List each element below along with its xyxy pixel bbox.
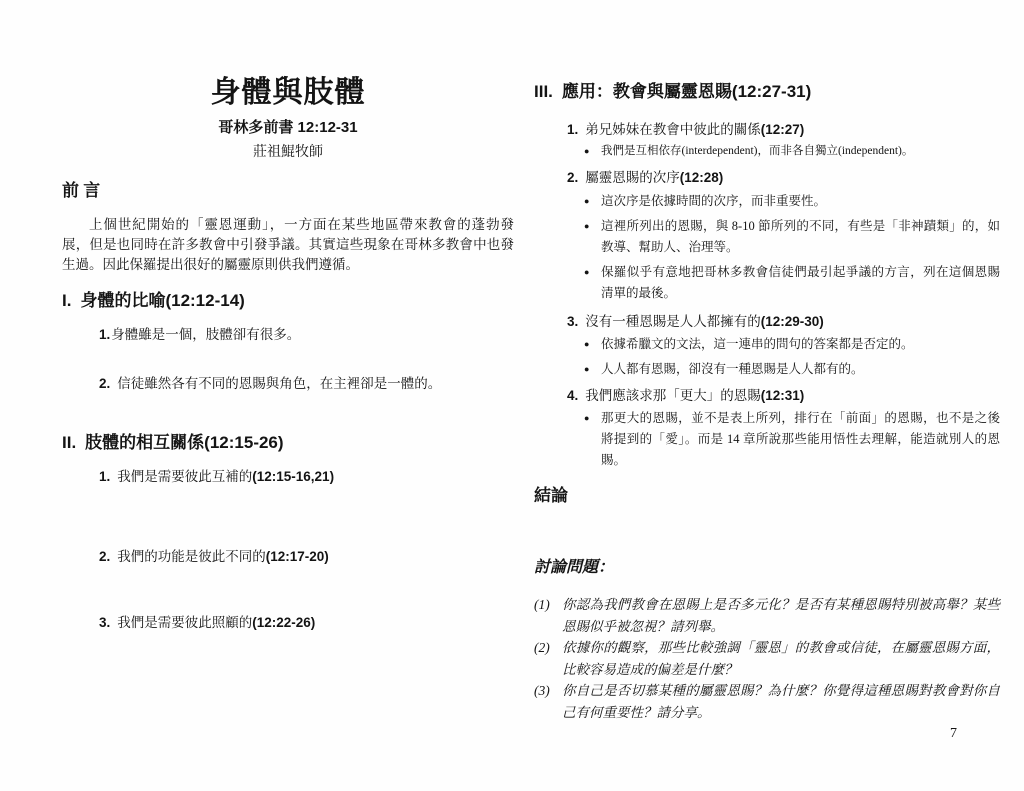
verse-reference: (12:28) (679, 170, 724, 185)
intro-heading (62, 180, 514, 202)
left-column (62, 0, 514, 632)
item-number: 1. (567, 122, 579, 137)
outline-item (99, 613, 514, 632)
outline-item (99, 374, 514, 393)
outline-item (99, 547, 514, 566)
verse-reference: (12:31) (760, 388, 805, 403)
outline-item (567, 386, 1000, 405)
section-title-text: 肢體的相互關係 (85, 433, 205, 452)
bullet-icon: ● (584, 196, 590, 206)
item-number: 3. (567, 314, 579, 329)
item-text (585, 120, 804, 139)
item-number: 4. (567, 388, 579, 403)
bullet-icon: ● (584, 413, 590, 423)
outline-item (99, 467, 514, 486)
question-text: 依據你的觀察，那些比較強調「靈恩」的教會或信徒，在屬靈恩賜方面，比較容易造成的偏差是什麼？ (562, 640, 1000, 677)
verse-reference: (12:12-14) (165, 291, 245, 310)
item-text (585, 386, 804, 405)
section-title-text: 應用：教會與屬靈恩賜 (561, 82, 732, 101)
item-text-main: 我們應該求那「更大」的恩賜 (585, 388, 761, 403)
intro-paragraph: 上個世紀開始的「靈恩運動」，一方面在某些地區帶來教會的蓬勃發展，但是也同時在許多教會中引發爭議。其實這些現象在哥林多教會中也發生過。因此保羅提出很好的屬靈原則供我們遵循。 (62, 217, 514, 272)
document-title: 身體與肢體 (210, 76, 366, 109)
bullet-icon: ● (584, 339, 590, 349)
bullet-item (584, 359, 1000, 380)
verse-reference: (12:27-31) (731, 82, 812, 101)
section-title (80, 290, 244, 312)
verse-reference: (12:27) (760, 122, 805, 137)
bullet-text: 依據希臘文的文法，這一連串的問句的答案都是否定的。 (601, 337, 914, 351)
item-text: 信徒雖然各有不同的恩賜與角色，在主裡卻是一體的。 (117, 376, 442, 391)
bullet-text: 那更大的恩賜，並不是表上所列，排行在「前面」的恩賜，也不是之後將提到的「愛」。而是 14 章所說那些能用悟性去理解，能造就別人的恩賜。 (601, 411, 1000, 467)
item-text (585, 312, 824, 331)
bullet-icon: ● (584, 267, 590, 277)
item-text: 身體雖是一個，肢體卻有很多。 (111, 327, 301, 342)
verse-reference: (12:29-30) (760, 314, 824, 329)
bullet-text: 我們是互相依存(interdependent)，而非各自獨立(independent)。 (601, 145, 914, 157)
bullet-icon: ● (584, 146, 590, 156)
section-heading-1 (62, 290, 514, 312)
bullet-text: 人人都有恩賜，卻沒有一種恩賜是人人都有的。 (601, 362, 864, 376)
item-text-main: 屬靈恩賜的次序 (585, 170, 680, 185)
verse-reference: (12:15-16,21) (252, 469, 335, 484)
item-text-main: 我們的功能是彼此不同的 (117, 549, 266, 564)
section-number: I. (62, 291, 72, 310)
item-text (117, 547, 329, 566)
item-text (117, 467, 334, 486)
item-text-main: 我們是需要彼此照顧的 (117, 615, 253, 630)
item-number: 2. (567, 170, 579, 185)
verse-reference: (12:17-20) (265, 549, 329, 564)
outline-item (99, 325, 514, 344)
page-number: 7 (950, 726, 957, 741)
verse-reference: (12:22-26) (252, 615, 316, 630)
bullet-item (584, 262, 1000, 304)
discussion-question (534, 594, 1000, 637)
right-column (534, 0, 1000, 723)
section-title-text: 身體的比喻 (80, 291, 166, 310)
item-text-main: 弟兄姊妹在教會中彼此的關係 (585, 122, 761, 137)
outline-item (567, 120, 1000, 139)
item-number: 2. (99, 549, 111, 564)
item-number: 3. (99, 615, 111, 630)
bullet-item (584, 216, 1000, 258)
question-number: (1) (534, 597, 550, 612)
section-title (85, 432, 283, 454)
outline-item (567, 168, 1000, 187)
bullet-text: 這次序是依據時間的次序，而非重要性。 (601, 194, 827, 208)
item-text-main: 沒有一種恩賜是人人都擁有的 (585, 314, 761, 329)
question-number: (2) (534, 640, 550, 655)
item-text (585, 168, 723, 187)
section-heading-2 (62, 432, 514, 454)
conclusion-heading: 結論 (534, 486, 568, 505)
question-text: 你認為我們教會在恩賜上是否多元化？是否有某種恩賜特別被高舉？某些恩賜似乎被忽視？請列舉。 (562, 597, 1000, 634)
bullet-item (584, 408, 1000, 471)
intro-heading-label: 前 言 (62, 181, 101, 200)
bullet-text: 這裡所列出的恩賜，與 8-10 節所列的不同，有些是「非神蹟類」的，如教導、幫助人、治理等。 (601, 219, 1000, 254)
item-text (117, 613, 315, 632)
question-text: 你自己是否切慕某種的屬靈恩賜？為什麼？你覺得這種恩賜對教會對你自己有何重要性？請分享。 (562, 683, 1000, 720)
item-number: 1. (99, 469, 111, 484)
bullet-icon: ● (584, 364, 590, 374)
item-number: 2. (99, 376, 111, 391)
question-number: (3) (534, 683, 550, 698)
item-text-main: 我們是需要彼此互補的 (117, 469, 253, 484)
outline-item (567, 312, 1000, 331)
bullet-item (584, 334, 1000, 355)
bullet-item (584, 191, 1000, 212)
bullet-item (584, 141, 1000, 162)
bullet-icon: ● (584, 221, 590, 231)
discussion-heading: 討論問題： (534, 559, 615, 576)
discussion-question (534, 637, 1000, 680)
item-number: 1. (99, 327, 111, 342)
author-name: 莊祖鯤牧師 (253, 145, 323, 160)
section-title (562, 81, 811, 103)
verse-reference: (12:15-26) (204, 433, 284, 452)
bullet-text: 保羅似乎有意地把哥林多教會信徒們最引起爭議的方言，列在這個恩賜清單的最後。 (601, 265, 1000, 300)
section-number: III. (534, 82, 553, 101)
scripture-reference: 哥林多前書 12:12-31 (218, 119, 358, 136)
discussion-question (534, 680, 1000, 723)
section-heading-3 (534, 81, 1000, 103)
section-number: II. (62, 433, 77, 452)
